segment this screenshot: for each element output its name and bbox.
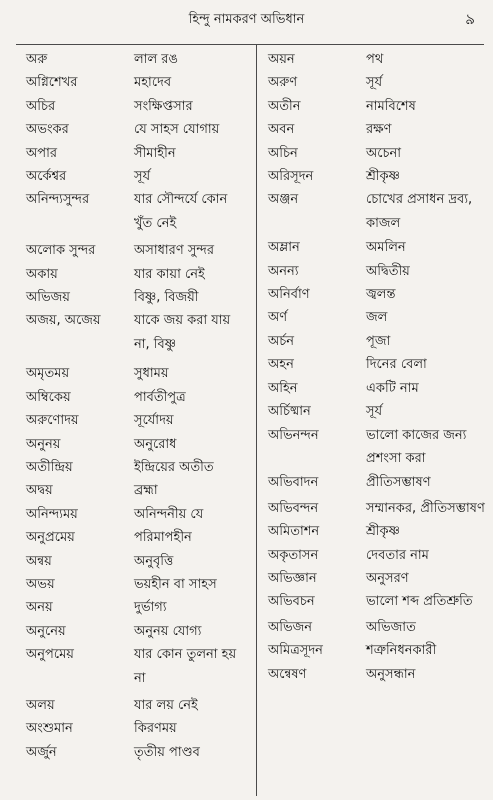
entry-term: অম্লান: [268, 240, 300, 256]
entry-meaning: যাকে জয় করা যায় না, বিষ্ণু: [134, 313, 231, 352]
entry-term: অলোক সুন্দর: [26, 243, 96, 259]
entry-term: অঞ্জন: [268, 192, 299, 208]
left-column: [26, 48, 254, 764]
entry-term: অনুনয়: [26, 436, 61, 452]
dictionary-entry: [26, 286, 254, 309]
entry-meaning: পূজা: [366, 333, 391, 349]
dictionary-entry: [26, 142, 254, 165]
entry-term: অচিন: [268, 145, 298, 161]
dictionary-entry: [26, 309, 254, 356]
entry-term: অলয়: [26, 697, 55, 713]
entry-meaning: অনুনয় যোগ্য: [134, 623, 202, 639]
entry-meaning: রক্ষণ: [366, 122, 392, 138]
entry-meaning: যার কায়া নেই: [134, 266, 205, 282]
entry-meaning: সুধাময়: [134, 366, 169, 382]
dictionary-entry: [268, 400, 488, 423]
dictionary-entry: [26, 573, 254, 596]
entry-meaning: ভয়হীন বা সাহস: [134, 576, 217, 592]
page-number: ৯: [465, 10, 475, 28]
entry-term: অংশুমান: [26, 721, 73, 737]
dictionary-entry: [268, 471, 488, 494]
entry-meaning: যার সৌন্দর্যে কোন খুঁত নেই: [134, 192, 228, 231]
entry-term: অর্কেশ্বর: [26, 169, 67, 185]
dictionary-entry: [268, 188, 488, 235]
entry-meaning: সম্মানকর, প্রীতিসম্ভাষণ: [366, 500, 485, 516]
dictionary-entry: [26, 118, 254, 141]
entry-meaning: যে সাহস যোগায়: [134, 122, 220, 138]
entry-meaning: চোখের প্রসাধন দ্রব্য, কাজল: [366, 192, 473, 231]
entry-meaning: কিরণময়: [134, 721, 177, 737]
entry-term: অর্চন: [268, 333, 295, 349]
entry-term: অনয়: [26, 600, 53, 616]
entry-term: অহন: [268, 357, 294, 373]
entry-meaning: দুর্ভাগ্য: [134, 600, 167, 616]
entry-term: অম্বিকেয়: [26, 389, 71, 405]
entry-term: অমৃতময়: [26, 366, 70, 382]
dictionary-entry: [268, 142, 488, 165]
entry-meaning: সংক্ষিপ্তসার: [134, 98, 193, 114]
page-header: [0, 8, 493, 34]
dictionary-entry: [26, 620, 254, 643]
right-column: [268, 48, 488, 686]
entry-meaning: অনিন্দনীয় যে: [134, 506, 204, 522]
entry-meaning: সূর্য: [366, 404, 383, 420]
entry-term: অহিন: [268, 380, 298, 396]
dictionary-entry: [26, 362, 254, 385]
entry-meaning: দেবতার নাম: [366, 547, 429, 563]
entry-term: অনন্য: [268, 263, 299, 279]
entry-term: অপার: [26, 145, 58, 161]
entry-term: অরুণোদয়: [26, 413, 79, 429]
dictionary-entry: [268, 306, 488, 329]
dictionary-entry: [26, 188, 254, 235]
entry-meaning: অনুসন্ধান: [366, 666, 416, 682]
entry-meaning: লাল রঙ: [134, 52, 178, 67]
dictionary-entry: [26, 386, 254, 409]
entry-meaning: বিষ্ণু, বিজয়ী: [134, 290, 199, 306]
dictionary-entry: [26, 526, 254, 549]
dictionary-entry: [26, 71, 254, 94]
entry-meaning: জ্বলন্ত: [366, 287, 396, 303]
entry-meaning: যার কোন তুলনা হয় না: [134, 647, 237, 686]
entry-meaning: অনুবৃত্তি: [134, 553, 174, 569]
dictionary-entry: [26, 239, 254, 262]
entry-meaning: অসাধারণ সুন্দর: [134, 243, 214, 259]
entry-term: অতীন: [268, 98, 301, 114]
entry-term: অর্জুন: [26, 744, 57, 760]
entry-meaning: শ্রীকৃষ্ণ: [366, 524, 400, 540]
entry-term: অমিতাশন: [268, 524, 320, 540]
entry-term: অবন: [268, 122, 295, 138]
entry-meaning: অনুসরণ: [366, 570, 409, 586]
dictionary-entry: [26, 596, 254, 619]
entry-term: অভংকর: [26, 122, 69, 138]
entry-meaning: ব্রহ্মা: [134, 483, 158, 499]
dictionary-entry: [268, 283, 488, 306]
dictionary-entry: [26, 409, 254, 432]
entry-term: অভিবাদন: [268, 475, 319, 491]
entry-term: অগ্নিশেখর: [26, 75, 78, 91]
entry-term: অন্বয়: [26, 553, 52, 569]
dictionary-entry: [268, 616, 488, 639]
dictionary-entry: [26, 694, 254, 717]
dictionary-entry: [26, 263, 254, 286]
page-title: হিন্দু নামকরণ অভিধান: [188, 12, 305, 27]
entry-term: অজয়, অজেয়: [26, 313, 101, 329]
entry-meaning: পার্বতীপুত্র: [134, 389, 186, 405]
entry-meaning: শত্রুনিধনকারী: [366, 643, 437, 659]
entry-term: অভিবন্দন: [268, 500, 319, 516]
entry-term: অভিজয়: [26, 290, 70, 306]
dictionary-entry: [26, 717, 254, 740]
entry-term: অনিন্দ্যময়: [26, 506, 78, 522]
entry-term: অকৃতাসন: [268, 547, 319, 563]
entry-term: অতীন্দ্রিয়: [26, 459, 73, 475]
entry-meaning: মহাদেব: [134, 75, 172, 91]
entry-term: অভিজন: [268, 619, 313, 635]
entry-meaning: নামবিশেষ: [366, 98, 416, 114]
entry-meaning: পথ: [366, 52, 384, 67]
dictionary-entry: [268, 236, 488, 259]
dictionary-entry: [268, 330, 488, 353]
entry-meaning: সীমাহীন: [134, 145, 176, 161]
entry-term: অর্চিষ্মান: [268, 404, 311, 420]
entry-meaning: ইন্দ্রিয়ের অতীত: [134, 459, 214, 475]
dictionary-entry: [268, 95, 488, 118]
entry-meaning: তৃতীয় পাণ্ডব: [134, 744, 200, 760]
dictionary-entry: [268, 260, 488, 283]
entry-term: অনিন্দ্যসুন্দর: [26, 192, 90, 208]
dictionary-entry: [268, 497, 488, 520]
entry-term: অমিত্রসূদন: [268, 643, 323, 659]
entry-term: অয়ন: [268, 52, 295, 67]
entry-meaning: অদ্বিতীয়: [366, 263, 410, 279]
dictionary-entry: [26, 95, 254, 118]
dictionary-entry: [268, 71, 488, 94]
entry-term: অভিবচন: [268, 594, 315, 610]
entry-term: অরুণ: [268, 75, 298, 91]
entry-meaning: সূর্য: [134, 169, 151, 185]
entry-term: অভয়: [26, 576, 55, 592]
dictionary-entry: [26, 643, 254, 690]
dictionary-entry: [26, 741, 254, 764]
entry-meaning: জল: [366, 310, 388, 326]
dictionary-entry: [26, 48, 254, 71]
dictionary-entry: [268, 424, 488, 471]
dictionary-entry: [268, 520, 488, 543]
entry-term: অকায়: [26, 266, 58, 282]
entry-term: অরু: [26, 52, 48, 67]
dictionary-entry: [26, 456, 254, 479]
entry-term: অর্ণ: [268, 310, 288, 326]
dictionary-entry: [268, 377, 488, 400]
entry-term: অভিজ্ঞান: [268, 570, 317, 586]
entry-term: অনুপমেয়: [26, 647, 74, 663]
entry-meaning: সূর্যোদয়: [134, 413, 174, 429]
entry-term: অরিসূদন: [268, 169, 314, 185]
entry-term: অভিনন্দন: [268, 427, 319, 443]
dictionary-entry: [268, 590, 488, 613]
entry-meaning: শ্রীকৃষ্ণ: [366, 169, 400, 185]
entry-term: অনুপ্রমেয়: [26, 530, 75, 546]
entry-meaning: পরিমাপহীন: [134, 530, 192, 546]
column-divider: [256, 44, 257, 796]
entry-term: অনুনেয়: [26, 623, 66, 639]
dictionary-entry: [26, 433, 254, 456]
dictionary-entry: [268, 165, 488, 188]
entry-meaning: ভালো কাজের জন্য প্রশংসা করা: [366, 427, 467, 466]
entry-term: অন্বেষণ: [268, 666, 307, 682]
header-rule: [16, 44, 484, 45]
dictionary-entry: [26, 550, 254, 573]
entry-meaning: অনুরোধ: [134, 436, 177, 452]
entry-term: অদ্বয়: [26, 483, 53, 499]
entry-meaning: দিনের বেলা: [366, 357, 427, 373]
dictionary-entry: [26, 479, 254, 502]
dictionary-entry: [268, 663, 488, 686]
entry-meaning: ভালো শব্দ প্রতিশ্রুতি: [366, 594, 473, 610]
entry-meaning: অচেনা: [366, 145, 402, 161]
dictionary-entry: [268, 118, 488, 141]
dictionary-entry: [268, 353, 488, 376]
entry-term: অচির: [26, 98, 56, 114]
entry-term: অনির্বাণ: [268, 287, 310, 303]
dictionary-entry: [268, 567, 488, 590]
entry-meaning: যার লয় নেই: [134, 697, 198, 713]
entry-meaning: প্রীতিসম্ভাষণ: [366, 475, 431, 491]
entry-meaning: একটি নাম: [366, 380, 419, 396]
dictionary-entry: [26, 503, 254, 526]
entry-meaning: অভিজাত: [366, 619, 416, 635]
dictionary-entry: [26, 165, 254, 188]
dictionary-entry: [268, 48, 488, 71]
dictionary-entry: [268, 544, 488, 567]
dictionary-entry: [268, 639, 488, 662]
entry-meaning: অমলিন: [366, 240, 406, 256]
entry-meaning: সূর্য: [366, 75, 383, 91]
